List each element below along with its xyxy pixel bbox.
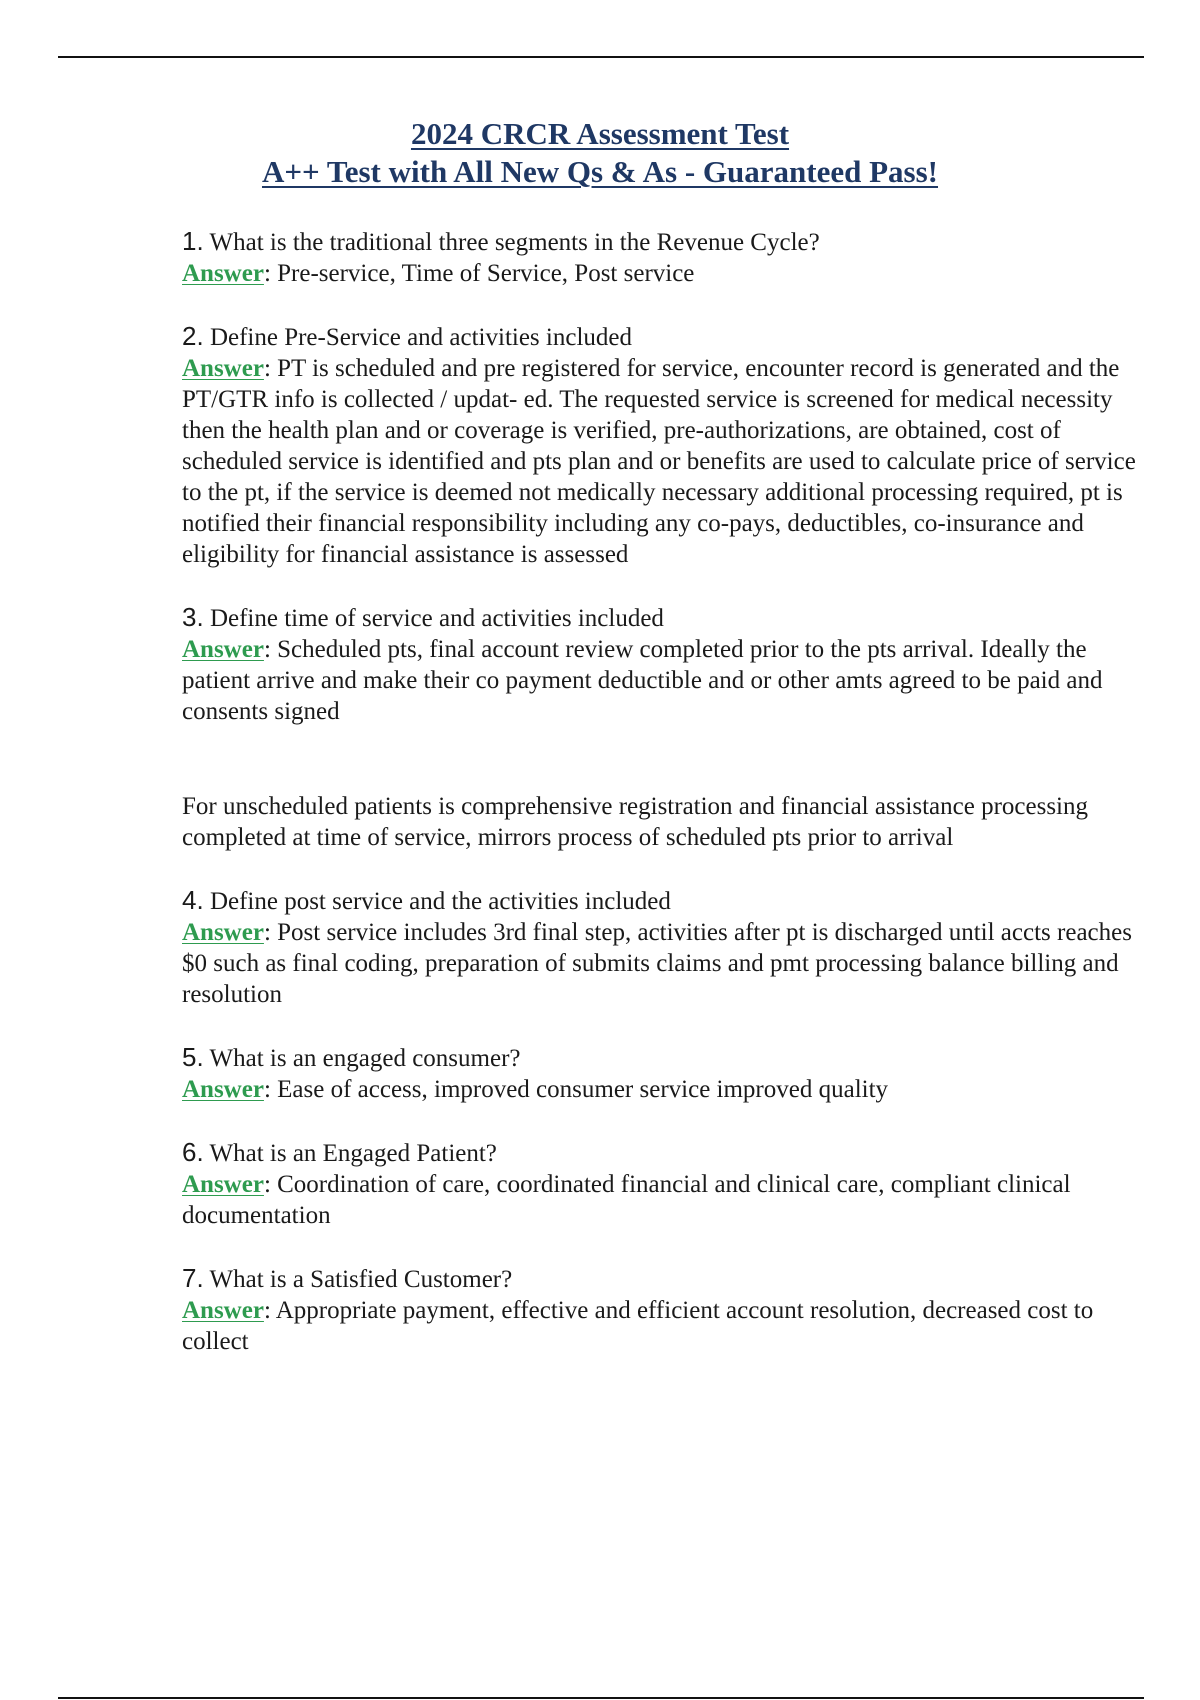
top-rule [58,56,1144,58]
question-7 [182,1263,1142,1295]
question-5 [182,1042,1142,1074]
answer-text: : Coordination of care, coordinated financial and clinical care, compliant clinical documentation [182,1171,1071,1229]
question-6 [182,1137,1142,1169]
answer-3-continuation: For unscheduled patients is comprehensive registration and financial assistance processing completed at time of service, mirrors process of scheduled pts prior to arrival [182,793,1088,851]
question-number: 4. [182,885,204,915]
title-line-2: A++ Test with All New Qs & As - Guaranteed Pass! [261,154,939,189]
answer-4 [182,917,1142,1010]
bottom-rule [58,1697,1144,1699]
answer-5 [182,1074,1142,1105]
qa-item-5 [182,1042,1142,1105]
answer-label: Answer [182,919,264,946]
answer-text: : Post service includes 3rd final step, activities after pt is discharged until accts reaches $0 such as final coding, preparation of submits claims and pmt processing balance billing and resolution [182,919,1132,1008]
answer-text: : Ease of access, improved consumer service improved quality [263,1076,889,1103]
qa-item-3 [182,602,1142,853]
title-line-1: 2024 CRCR Assessment Test [410,116,790,151]
question-1 [182,226,1142,258]
answer-1 [182,258,1142,289]
qa-item-7 [182,1263,1142,1357]
question-number: 3. [182,602,204,632]
question-number: 1. [182,226,204,256]
question-4 [182,885,1142,917]
answer-text: : PT is scheduled and pre registered for service, encounter record is generated and the PT/GTR info is collected / updat- ed. The requested service is screened for medical necessity then the health plan and or coverage is verified, pre-authorizations, are obtained, cost of scheduled service is identified and pts plan and or benefits are used to calculate price of service to the pt, if the service is deemed not medically necessary additional processing required, pt is notified their financial responsibility including any co-pays, deductibles, co-insurance and eligibility for financial assistance is assessed [182,355,1136,568]
question-text: Define time of service and activities included [209,605,664,632]
question-number: 7. [182,1263,204,1293]
question-number: 5. [182,1042,204,1072]
qa-item-2 [182,321,1142,570]
question-text: Define post service and the activities included [209,888,671,915]
qa-list [182,226,1142,1389]
question-text: What is a Satisfied Customer? [209,1266,513,1293]
question-3 [182,602,1142,634]
answer-label: Answer [182,1171,264,1198]
qa-item-1 [182,226,1142,289]
answer-label: Answer [182,636,264,663]
answer-text: : Scheduled pts, final account review completed prior to the pts arrival. Ideally the patient arrive and make their co payment deductible and or other amts agreed to be paid and consents signed [182,636,1103,725]
answer-2 [182,353,1142,570]
answer-label: Answer [182,1297,264,1324]
answer-6 [182,1169,1142,1231]
document-title [0,115,1200,191]
question-text: What is an engaged consumer? [209,1045,521,1072]
answer-label: Answer [182,1076,264,1103]
question-text: What is an Engaged Patient? [209,1140,497,1167]
qa-item-6 [182,1137,1142,1231]
question-number: 2. [182,321,204,351]
qa-item-4 [182,885,1142,1010]
question-number: 6. [182,1137,204,1167]
answer-7 [182,1295,1142,1357]
answer-3 [182,634,1142,727]
answer-label: Answer [182,260,264,287]
question-text: What is the traditional three segments in the Revenue Cycle? [209,229,820,256]
answer-text: : Appropriate payment, effective and efficient account resolution, decreased cost to collect [182,1297,1094,1355]
answer-text: : Pre-service, Time of Service, Post service [263,260,695,287]
answer-label: Answer [182,355,264,382]
question-2 [182,321,1142,353]
question-text: Define Pre-Service and activities included [209,324,632,351]
